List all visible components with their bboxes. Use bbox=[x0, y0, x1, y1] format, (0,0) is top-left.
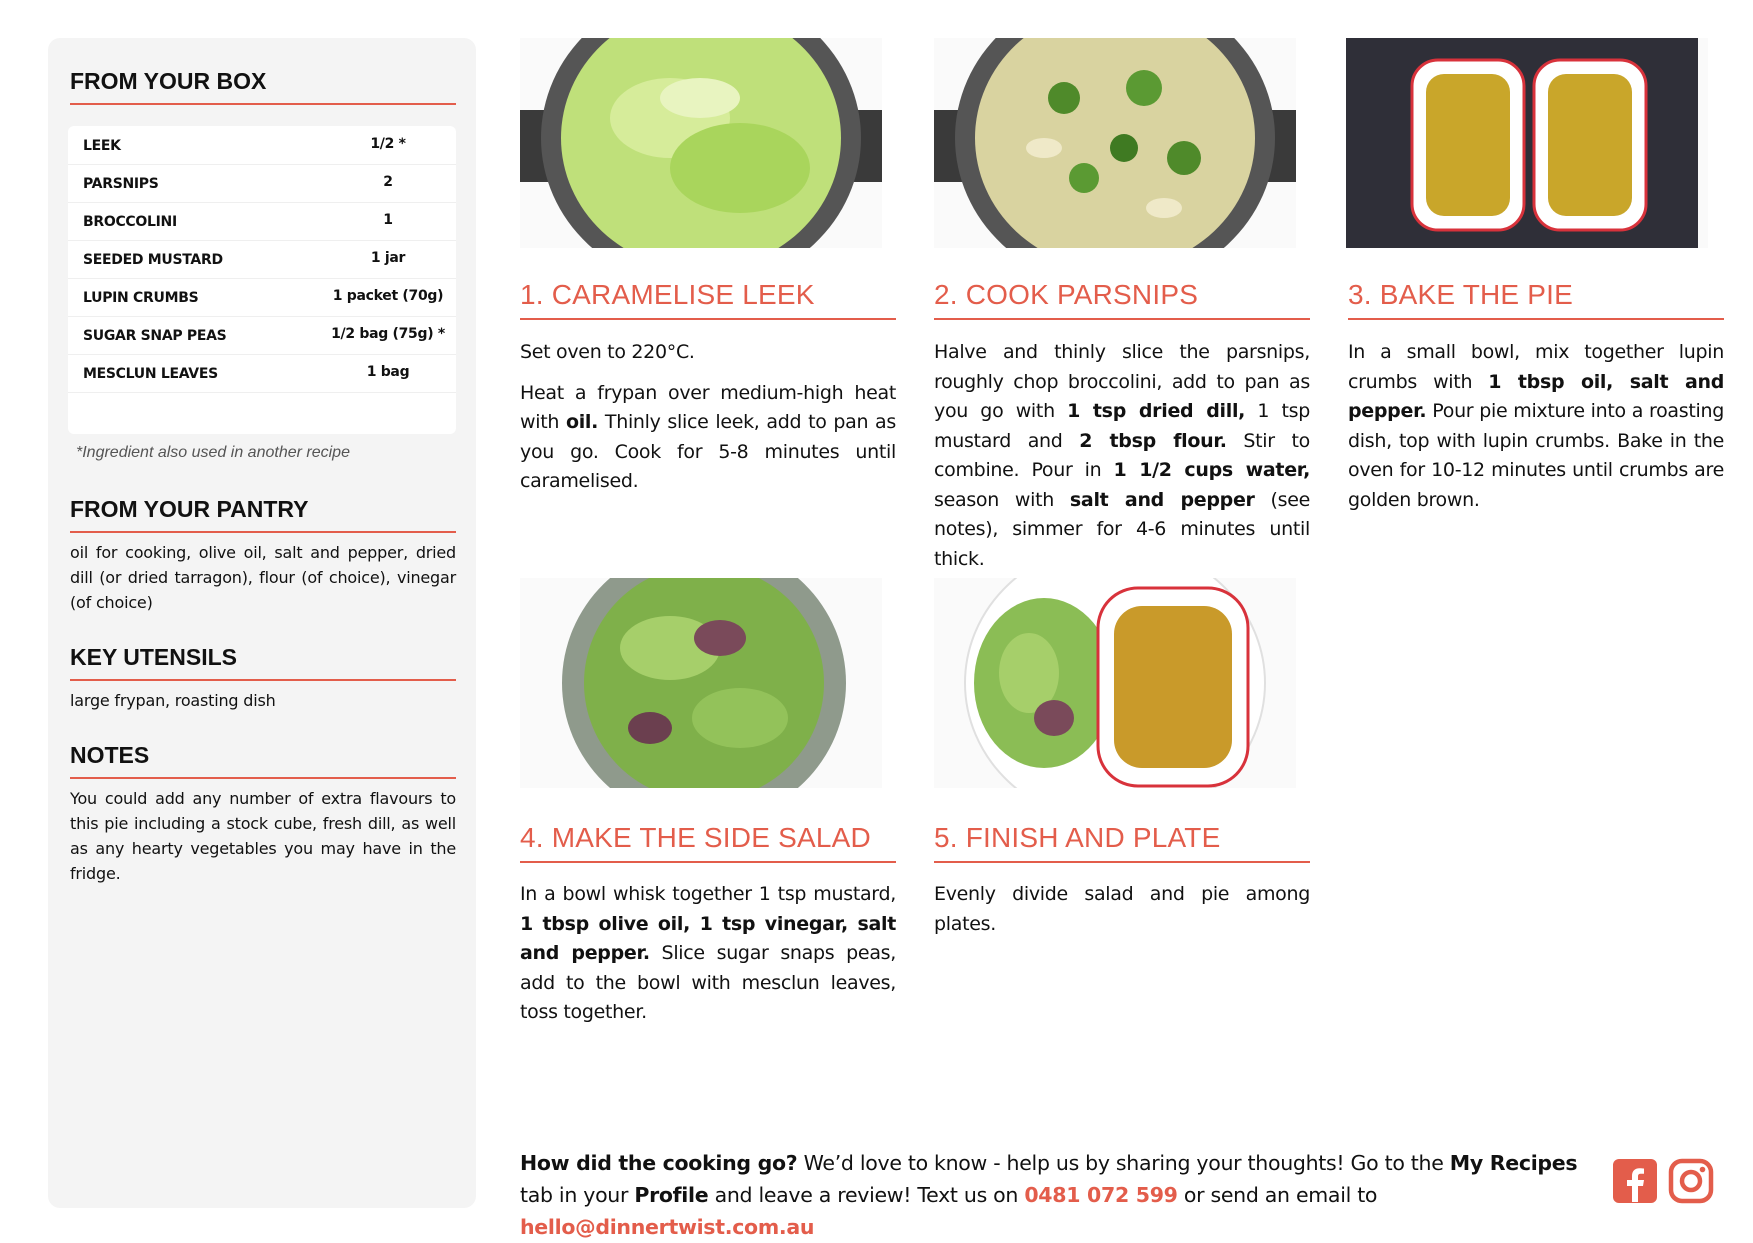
step-4-body: In a bowl whisk together 1 tsp mustard, 1 tbsp olive oil, 1 tsp vinegar, salt and pepper. Slice sugar snaps peas, add to the bowl with mesclun leaves, toss together. bbox=[520, 883, 896, 1023]
ingredient-qty: 1/2 * bbox=[370, 136, 406, 152]
instagram-icon[interactable] bbox=[1668, 1158, 1714, 1204]
ingredient-name: MESCLUN LEAVES bbox=[83, 366, 218, 382]
step-2-title: 2. COOK PARSNIPS bbox=[934, 278, 1310, 320]
step-3-photo bbox=[1346, 38, 1708, 248]
ingredient-name: SEEDED MUSTARD bbox=[83, 252, 223, 268]
step-1-photo bbox=[520, 38, 882, 248]
step-1-body bbox=[520, 338, 896, 508]
ingredient-row bbox=[68, 316, 456, 355]
ingredient-name: SUGAR SNAP PEAS bbox=[83, 328, 227, 344]
ingredients-sidebar bbox=[48, 38, 476, 1208]
utensils-text: large frypan, roasting dish bbox=[70, 691, 276, 710]
facebook-icon[interactable] bbox=[1612, 1158, 1658, 1204]
step-5-body: Evenly divide salad and pie among plates. bbox=[934, 883, 1310, 935]
ingredient-qty: 2 bbox=[383, 174, 393, 190]
email-link[interactable]: hello@dinnertwist.com.au bbox=[520, 1215, 815, 1239]
step-2-photo bbox=[934, 38, 1296, 248]
ingredient-name: LEEK bbox=[83, 138, 121, 154]
step-4-title: 4. MAKE THE SIDE SALAD bbox=[520, 821, 896, 863]
ingredients-table bbox=[68, 126, 456, 434]
ingredient-row bbox=[68, 278, 456, 317]
pantry-text: oil for cooking, olive oil, salt and pepper, dried dill (or dried tarragon), flour (of choice), vinegar (of choice) bbox=[70, 543, 456, 612]
notes-heading: NOTES bbox=[70, 740, 456, 779]
notes-text: You could add any number of extra flavours to this pie including a stock cube, fresh dill, as well as any hearty vegetables you may have in the fridge. bbox=[70, 789, 456, 883]
ingredient-row bbox=[68, 202, 456, 241]
ingredient-row bbox=[68, 354, 456, 393]
ingredient-qty: 1 bbox=[383, 212, 393, 228]
ingredient-name: BROCCOLINI bbox=[83, 214, 177, 230]
ingredient-row bbox=[68, 126, 456, 165]
ingredient-row bbox=[68, 164, 456, 203]
ingredient-name: PARSNIPS bbox=[83, 176, 159, 192]
step-5-photo bbox=[934, 578, 1296, 788]
step-1-paragraph: Heat a frypan over medium-high heat with oil. Thinly slice leek, add to pan as you go. Cook for 5-8 minutes until caramelised. bbox=[520, 381, 896, 492]
ingredient-row bbox=[68, 240, 456, 279]
step-3-title: 3. BAKE THE PIE bbox=[1348, 278, 1724, 320]
step-5-title: 5. FINISH AND PLATE bbox=[934, 821, 1310, 863]
utensils-heading: KEY UTENSILS bbox=[70, 642, 456, 681]
step-1-title: 1. CARAMELISE LEEK bbox=[520, 278, 896, 320]
phone-link[interactable]: 0481 072 599 bbox=[1024, 1183, 1178, 1207]
ingredient-qty: 1 jar bbox=[370, 250, 406, 266]
from-your-box-heading: FROM YOUR BOX bbox=[70, 66, 456, 105]
pantry-heading: FROM YOUR PANTRY bbox=[70, 494, 456, 533]
feedback-footer: How did the cooking go? We’d love to know - help us by sharing your thoughts! Go to the My Recipes tab in your Profile and leave a review! Text us on 0481 072 599 or send an email to hello@dinnertwist.com.au bbox=[520, 1151, 1578, 1239]
ingredient-qty: 1 packet (70g) bbox=[332, 288, 444, 304]
step-3-body: In a small bowl, mix together lupin crumbs with 1 tbsp oil, salt and pepper. Pour pie mixture into a roasting dish, top with lupin crumbs. Bake in the oven for 10-12 minutes until crumbs are golden brown. bbox=[1348, 341, 1724, 511]
step-4-photo bbox=[520, 578, 882, 788]
ingredient-qty: 1/2 bag (75g) * bbox=[331, 326, 445, 342]
ingredient-footnote: *Ingredient also used in another recipe bbox=[76, 444, 350, 461]
ingredient-qty: 1 bag bbox=[366, 364, 410, 380]
step-2-body: Halve and thinly slice the parsnips, roughly chop broccolini, add to pan as you go with 1 tsp dried dill, 1 tsp mustard and 2 tbsp flour. Stir to combine. Pour in 1 1/2 cups water, season with salt and pepper (see notes), simmer for 4-6 minutes until thick. bbox=[934, 341, 1311, 570]
ingredient-name: LUPIN CRUMBS bbox=[83, 290, 199, 306]
step-1-line: Set oven to 220°C. bbox=[520, 341, 695, 363]
